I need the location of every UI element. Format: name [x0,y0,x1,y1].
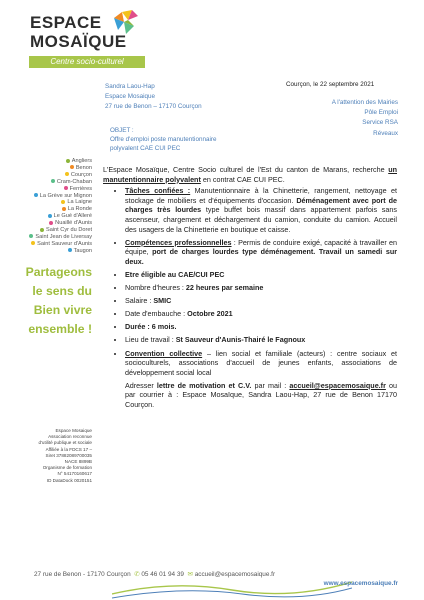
city-item: La Ronde [12,206,92,213]
assoc-line: Espace Mosaique [55,428,92,433]
assoc-line: N° 54170160617 [57,471,92,477]
footer-address: 27 rue de Benon - 17170 Courçon [34,571,131,578]
footer-phone: 05 46 01 94 39 [141,571,184,578]
city-dot-icon [65,172,69,176]
city-dot-icon [48,214,52,218]
slogan-line: le sens du [32,284,92,298]
city-item: Nuaillé d'Aunis [12,220,92,227]
list-item: • Durée : 6 mois. [125,322,397,332]
recipient-line: Pôle Emploi [364,109,398,117]
city-item: Le Gué d'Alleré [12,213,92,220]
objet-line1: Offre d'emploi poste manutentionnaire [110,136,217,143]
city-item: Courçon [12,172,92,179]
footer-contact [34,570,275,578]
list-item: • Salaire : SMIC [125,296,397,306]
recipient-line: Réveaux [373,129,398,137]
city-dot-icon [34,193,38,197]
city-dot-icon [31,241,35,245]
footer-website[interactable]: www.espacemosaique.fr [323,580,398,587]
email-link[interactable]: accueil@espacemosaique.fr [289,380,386,390]
job-details-list [103,186,397,377]
intro-paragraph: L'Espace Mosaïque, Centre Socio culturel de l'Est du canton de Marans, recherche un manutentionnaire polyvalent en contrat CAE CUI PEC. [103,165,397,184]
date-line: Courçon, le 22 septembre 2021 [286,81,375,88]
assoc-line: Siret 37882089700035 [45,452,92,458]
recipient-line: A l'attention des Mairies [331,99,398,106]
assoc-line: d'utilité publique et sociale [38,440,92,446]
list-item: • Lieu de travail : St Sauveur d'Aunis-Thairé le Fagnoux [125,335,397,345]
city-dot-icon [51,179,55,183]
logo-line2: MOSAÏQUE [30,32,127,51]
city-item: La Grève sur Mignon [12,193,92,200]
city-item: Saint Sauveur d'Aunis [12,241,92,248]
city-item: Taugon [12,248,92,255]
list-item: • Date d'embauche : Octobre 2021 [125,309,397,319]
assoc-line: NACE 8899B [64,459,92,465]
logo-banner: Centre socio-culturel [29,56,145,68]
sender-block [105,82,202,112]
sender-address: 27 rue de Benon – 17170 Courçon [105,103,202,110]
footer-email[interactable]: accueil@espacemosaique.fr [194,571,276,578]
logo-line1: ESPACE [30,13,102,32]
cities-list [12,158,92,255]
city-dot-icon [68,248,72,252]
assoc-line: Association reconnue [48,434,92,440]
city-item: Cram-Chaban [12,179,92,186]
assoc-line: Organisme de formation [42,465,92,471]
mail-icon: ✉ [185,571,193,578]
phone-icon: ✆ [132,571,140,578]
slogan-line: Partageons [25,265,92,279]
objet-block [110,126,216,153]
city-dot-icon [29,234,33,238]
city-dot-icon [61,200,65,204]
footer-wave-icon [112,560,352,600]
assoc-line: ID DataDock 0020151 [46,477,92,483]
list-item: • Compétences professionnelles : Permis de conduire exigé, capacité à travailler en équipe, port de charges lourdes type déménagement. Travail un samedi sur deux. [125,238,397,267]
city-item: Benon [12,165,92,172]
assoc-line: Affiliée à la FDCS 17 – [45,446,92,452]
city-dot-icon [62,207,66,211]
letter-body [103,165,397,410]
city-dot-icon [40,228,44,232]
city-item: Ferrières [12,186,92,193]
association-info [8,428,92,484]
slogan-line: Bien vivre [33,303,92,317]
list-item: • Tâches confiées : Manutentionnaire à la Chinetterie, rangement, nettoyage et stockage de mobiliers et d'équipements d'occasion. Déménagement avec port de charges très lourdes type buffet bois massif dans appartement parfois sans ascenseur, chargement et déchargement du camion, conduite du camion. Accueil des usagers de la Chinetterie en boutique et caisse. [125,186,397,234]
city-item: La Laigne [12,199,92,206]
city-dot-icon [66,159,70,163]
objet-line2: polyvalent CAE CUI PEC [110,145,181,152]
recipient-line: Service RSA [362,119,398,127]
apply-paragraph: Adresser lettre de motivation et C.V. par mail : accueil@espacemosaique.fr ou par courrier à : Espace Mosaïque, Sandra Laou-Hap, 27 rue de Benon 17170 Courçon. [125,380,397,409]
objet-label: OBJET : [110,127,134,134]
slogan-line: ensemble ! [28,322,92,336]
city-dot-icon [64,186,68,190]
list-item: • Etre éligible au CAE/CUI PEC [125,270,397,280]
sender-org: Espace Mosaique [105,93,156,100]
mosaic-logo-icon [110,8,140,36]
slogan [8,263,92,339]
city-dot-icon [49,221,53,225]
sender-name: Sandra Laou-Hap [105,83,155,90]
city-item: Saint Jean de Liversay [12,234,92,241]
city-item: Saint Cyr du Doret [12,227,92,234]
list-item: • Convention collective – lien social et familiale (acteurs) : centre sociaux et socioculturels, associations d'accueil de jeunes enfants, associations de développement social local [125,349,397,378]
recipients-block [332,98,398,139]
city-item: Angliers [12,158,92,165]
list-item: • Nombre d'heures : 22 heures par semaine [125,283,397,293]
city-dot-icon [70,165,74,169]
